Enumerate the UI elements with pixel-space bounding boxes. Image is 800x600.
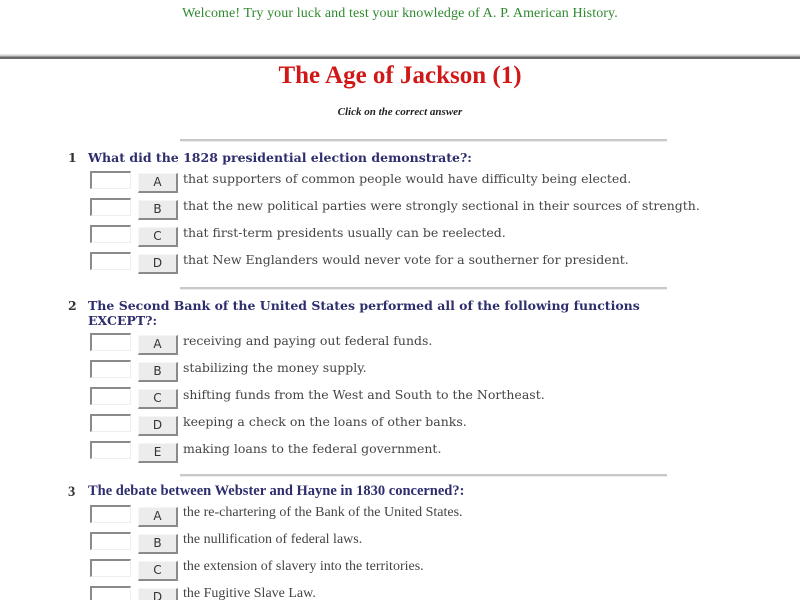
answer-button-a[interactable]: A (138, 507, 178, 527)
answer-text: that the new political parties were strongly sectional in their sources of strength. (183, 198, 700, 213)
answer-button-d[interactable]: D (138, 588, 178, 600)
answer-row (90, 252, 770, 274)
answer-row (90, 532, 770, 554)
answer-button-d[interactable]: D (138, 416, 178, 436)
answer-input[interactable] (90, 505, 131, 523)
answer-input[interactable] (90, 441, 131, 459)
answer-row (90, 171, 770, 193)
answer-row (90, 505, 770, 527)
answer-row (90, 559, 770, 581)
answer-row (90, 441, 770, 463)
answer-row (90, 198, 770, 220)
answer-input[interactable] (90, 252, 131, 270)
answer-row (90, 387, 770, 409)
answer-input[interactable] (90, 532, 131, 550)
answer-button-a[interactable]: A (138, 173, 178, 193)
answer-button-b[interactable]: B (138, 200, 178, 220)
answer-text: the Fugitive Slave Law. (183, 586, 316, 600)
answer-row (90, 414, 770, 436)
answer-input[interactable] (90, 586, 131, 600)
answer-text: the re-chartering of the Bank of the United States. (183, 505, 463, 520)
answer-button-d[interactable]: D (138, 254, 178, 274)
answer-input[interactable] (90, 333, 131, 351)
question-divider (180, 139, 667, 142)
answer-text: keeping a check on the loans of other banks. (183, 414, 467, 429)
question-number: 3 (68, 484, 76, 500)
answer-input[interactable] (90, 171, 131, 189)
answer-button-c[interactable]: C (138, 561, 178, 581)
question-divider (180, 474, 667, 477)
question-divider (180, 287, 667, 290)
answer-text: receiving and paying out federal funds. (183, 333, 433, 348)
answer-button-e[interactable]: E (138, 443, 178, 463)
answer-row (90, 333, 770, 355)
answer-button-b[interactable]: B (138, 362, 178, 382)
answer-button-a[interactable]: A (138, 335, 178, 355)
answer-input[interactable] (90, 225, 131, 243)
answer-text: that first-term presidents usually can be reelected. (183, 225, 506, 240)
question-number: 2 (68, 298, 77, 313)
answer-input[interactable] (90, 360, 131, 378)
answer-button-b[interactable]: B (138, 534, 178, 554)
welcome-message: Welcome! Try your luck and test your knowledge of A. P. American History. (182, 6, 618, 21)
answer-button-c[interactable]: C (138, 227, 178, 247)
answer-text: the extension of slavery into the territories. (183, 559, 424, 574)
answer-text: that supporters of common people would have difficulty being elected. (183, 171, 632, 186)
question-text: The Second Bank of the United States performed all of the following functions EXCEPT?: (88, 298, 640, 328)
answer-button-c[interactable]: C (138, 389, 178, 409)
instructions: Click on the correct answer (337, 106, 463, 118)
answer-text: that New Englanders would never vote for a southerner for president. (183, 252, 629, 267)
answer-row (90, 586, 770, 600)
answer-row (90, 360, 770, 382)
answer-text: stabilizing the money supply. (183, 360, 367, 375)
answer-text: the nullification of federal laws. (183, 532, 363, 547)
answer-text: shifting funds from the West and South to the Northeast. (183, 387, 545, 402)
answer-input[interactable] (90, 559, 131, 577)
answer-input[interactable] (90, 414, 131, 432)
question-text: What did the 1828 presidential election demonstrate?: (88, 150, 472, 165)
answer-input[interactable] (90, 198, 131, 216)
answer-input[interactable] (90, 387, 131, 405)
header-divider (0, 54, 800, 59)
question-text: The debate between Webster and Hayne in 1830 concerned?: (88, 483, 465, 499)
answer-row (90, 225, 770, 247)
page-title: The Age of Jackson (1) (278, 62, 522, 89)
answer-text: making loans to the federal government. (183, 441, 442, 456)
question-number: 1 (68, 150, 77, 165)
